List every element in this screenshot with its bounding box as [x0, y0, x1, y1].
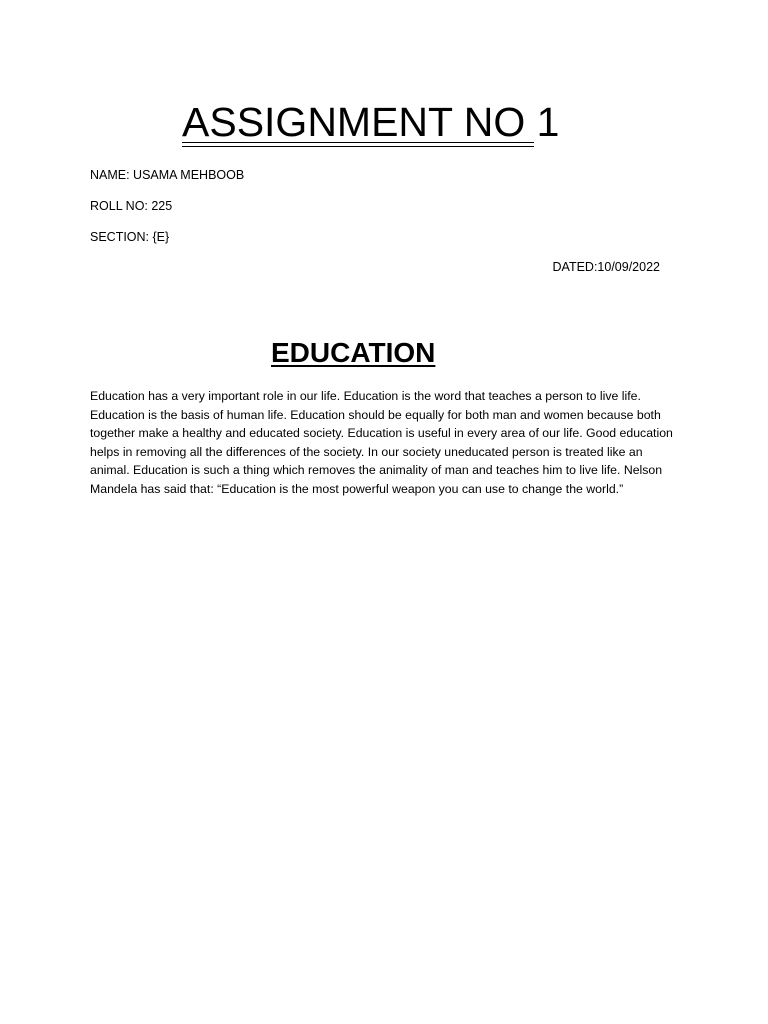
student-name: NAME: USAMA MEHBOOB — [90, 168, 245, 182]
essay-heading: EDUCATION — [271, 337, 436, 368]
assignment-title: ASSIGNMENT NO 1 — [182, 99, 560, 145]
title-double-underline — [182, 142, 534, 147]
roll-number: ROLL NO: 225 — [90, 199, 173, 213]
essay-paragraph: Education has a very important role in our life. Education is the word that teaches a person to live life. Education is the basis of human life. Education should be equally for both man and women because both together make a healthy and educated society. Education is useful in every area of our life. Good education helps in removing all the differences of the society. In our society uneducated person is treated like an animal. Education is such a thing which removes the animality of man and teaches him to live life. Nelson Mandela has said that: “Education is the most powerful weapon you can use to change the world.” — [90, 389, 673, 496]
section-label: SECTION: {E} — [90, 230, 170, 244]
date-label: DATED:10/09/2022 — [552, 260, 660, 274]
